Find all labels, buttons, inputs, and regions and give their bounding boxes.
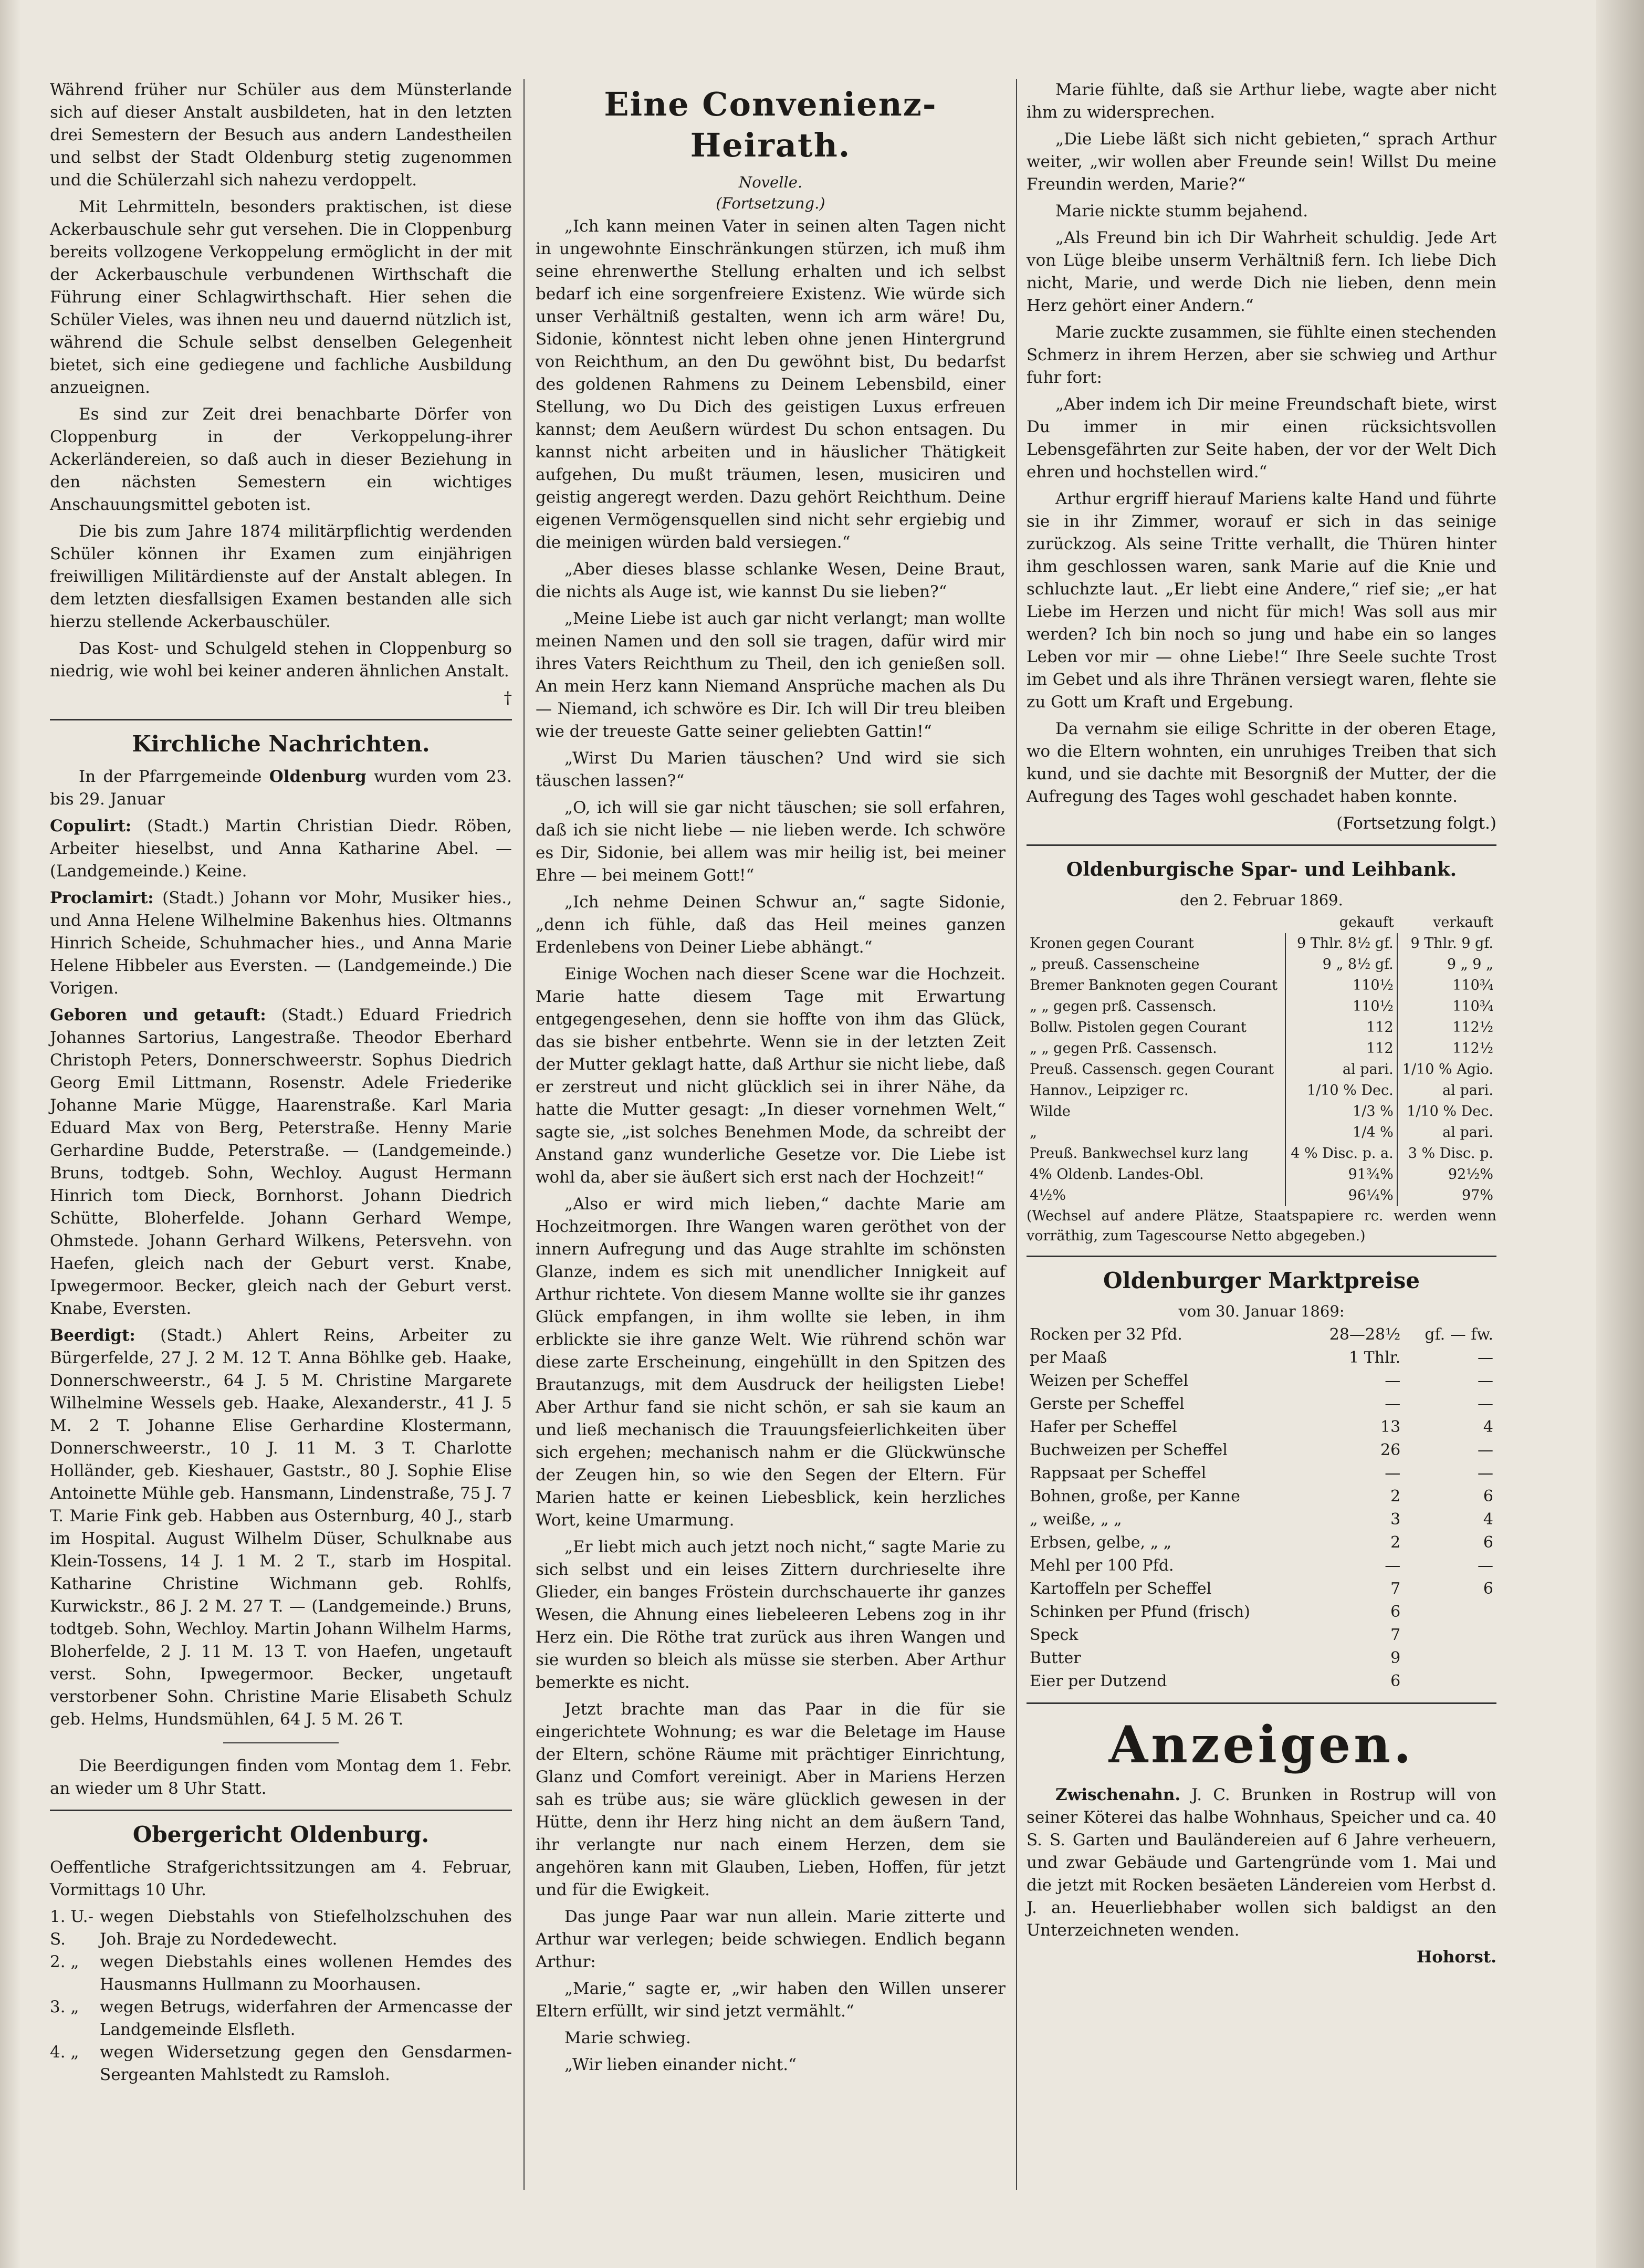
- geboren-text: (Stadt.) Eduard Friedrich Johannes Sartorius, Langestraße. Theodor Eberhard Christoph Peters, Donnerschweerstr. Sophus Diedrich Georg Emil Littmann, Rosenstr. Adele Friederike Johanne Marie Mügge, Haarenstraße. Karl Maria Eduard Max von Berg, Peterstraße. Henny Marie Gerhardine Budde, Peterstraße. — (Landgemeinde.) Bruns, todtgeb. Sohn, Wechloy. August Hermann Hinrich tom Dieck, Bornhorst. Johann Diedrich Schütte, Bloherfelde. Johann Gerhard Wempe, Ohmstede. Johann Gerhard Wilkens, Petersvehn. von Haefen, gleich nach der Geburt verst. Knabe, Ipwegermoor. Becker, gleich nach der Geburt verst. Knabe, Eversten.: [50, 1006, 512, 1318]
- novella-paragraph: Da vernahm sie eilige Schritte in der oberen Etage, wo die Eltern wohnten, ein unruhiges Treiben that sich kund, und sie dachte mit Besorgniß der Mutter, der die Aufregung des Tages wohl geschadet haben konnte.: [1027, 719, 1496, 806]
- market-item: Butter: [1030, 1649, 1081, 1667]
- market-row: [1027, 1531, 1496, 1554]
- market-price-a: —: [1385, 1395, 1401, 1413]
- bank-label: Hannov., Leipziger rc.: [1030, 1082, 1189, 1099]
- copulirt-text: (Stadt.) Martin Christian Diedr. Röben, Arbeiter hieselbst, und Anna Katharine Abel. — (Landgemeinde.) Keine.: [50, 817, 512, 881]
- market-item: Schinken per Pfund (frisch): [1030, 1603, 1250, 1621]
- bank-sell: 110¾: [1397, 996, 1496, 1017]
- bank-row: [1027, 1185, 1496, 1206]
- bank-col-sell: verkauft: [1433, 914, 1493, 931]
- novella-paragraph: „Die Liebe läßt sich nicht gebieten,“ sprach Arthur weiter, „wir wollen aber Freunde sein! Willst Du meine Freundin werden, Marie?“: [1027, 130, 1496, 194]
- bank-col-buy: gekauft: [1339, 914, 1394, 931]
- bank-buy: 9 Thlr. 8½ gf.: [1285, 933, 1397, 954]
- market-row: [1027, 1577, 1496, 1601]
- bank-header-row: [1027, 912, 1496, 933]
- ad-text: J. C. Brunken in Rostrup will von seiner Köterei das halbe Wohnhaus, Speicher und ca. 40 S. S. Garten und Bauländereien auf 6 Jahre verheuern, und zwar Gebäude und Gartengründe vom 1. Mai und die jetzt mit Rocken besäeten Ländereien vom Herbst d. J. an. Heuerliebhaber wollen sich baldigst an den Unterzeichneten wenden.: [1027, 1785, 1496, 1940]
- market-price-a: —: [1385, 1556, 1401, 1575]
- novella-paragraph: „O, ich will sie gar nicht täuschen; sie soll erfahren, daß ich sie nicht liebe — nie lieben werde. Ich schwöre es Dir, Sidonie, bei allem was mir heilig ist, bei meiner Ehre — bei meinem Gott!“: [536, 798, 1006, 885]
- bank-buy: 91¾%: [1285, 1164, 1397, 1185]
- market-price-b: [1404, 1647, 1496, 1670]
- bank-label: 4½%: [1030, 1187, 1066, 1204]
- bank-buy: 110½: [1285, 996, 1397, 1017]
- bank-sell: 110¾: [1397, 975, 1496, 996]
- bank-row: [1027, 996, 1496, 1017]
- court-item-text: wegen Betrugs, widerfahren der Armencasse der Landgemeinde Elsfleth.: [100, 1998, 512, 2039]
- proclamirt-entry: [50, 887, 512, 1000]
- beerdigt-label: Beerdigt:: [50, 1326, 135, 1345]
- bank-buy: 96¼%: [1285, 1185, 1397, 1206]
- market-item: Weizen per Scheffel: [1030, 1372, 1189, 1390]
- market-heading: Oldenburger Marktpreise: [1103, 1268, 1420, 1293]
- market-price-b: —: [1478, 1349, 1493, 1367]
- school-paragraph: Die bis zum Jahre 1874 militärpflichtig werdenden Schüler können ihr Examen zum einjährigen freiwilligen Militärdienste auf der Anstalt ablegen. In dem letzten diesfallsigen Examen bestanden alle sich hierzu stellende Ackerbauschüler.: [50, 522, 512, 631]
- market-item: per Maaß: [1030, 1349, 1107, 1367]
- section-rule: [1027, 1256, 1496, 1257]
- church-intro-place: Oldenburg: [269, 767, 367, 786]
- market-price-a: 13: [1380, 1418, 1401, 1436]
- bank-buy: 1/3 %: [1285, 1101, 1397, 1122]
- beerdigt-entry: [50, 1324, 512, 1731]
- court-item-text: wegen Widersetzung gegen den Gensdarmen-Sergeanten Mahlstedt zu Ramsloh.: [100, 2043, 512, 2084]
- market-price-a: 28—28½: [1329, 1325, 1401, 1344]
- market-row: [1027, 1670, 1496, 1693]
- court-item-text: wegen Diebstahls eines wollenen Hemdes des Hausmanns Hullmann zu Moorhausen.: [100, 1952, 512, 1994]
- dagger-mark: †: [504, 688, 512, 707]
- market-price-a: 7: [1390, 1626, 1401, 1644]
- bank-label: Bollw. Pistolen gegen Courant: [1030, 1019, 1247, 1036]
- market-price-a: 7: [1390, 1580, 1401, 1598]
- bank-row: [1027, 975, 1496, 996]
- market-item: Kartoffeln per Scheffel: [1030, 1580, 1212, 1598]
- bank-sell: 97%: [1397, 1185, 1496, 1206]
- market-date: vom 30. Januar 1869:: [1178, 1302, 1345, 1320]
- bank-rates-table: [1027, 912, 1496, 1206]
- market-price-a: —: [1385, 1372, 1401, 1390]
- market-row: [1027, 1508, 1496, 1531]
- bank-row: [1027, 1122, 1496, 1143]
- novella-paragraph: „Marie,“ sagte er, „wir haben den Willen unserer Eltern erfüllt, wir sind jetzt vermählt.“: [536, 1979, 1006, 2021]
- market-item: „ weiße, „ „: [1030, 1510, 1122, 1529]
- bank-sell: 1/10 % Agio.: [1397, 1059, 1496, 1080]
- church-intro-pre: In der Pfarrgemeinde: [79, 767, 262, 786]
- bank-row: [1027, 954, 1496, 975]
- copulirt-label: Copulirt:: [50, 817, 132, 835]
- market-price-b: —: [1478, 1556, 1493, 1575]
- bank-buy: 4 % Disc. p. a.: [1285, 1143, 1397, 1164]
- market-item: Gerste per Scheffel: [1030, 1395, 1185, 1413]
- bank-label: „ preuß. Cassenscheine: [1030, 956, 1200, 973]
- market-price-a: 2: [1390, 1533, 1401, 1552]
- section-rule: [50, 1810, 512, 1811]
- market-item: Speck: [1030, 1626, 1078, 1644]
- church-news-heading: Kirchliche Nachrichten.: [132, 731, 430, 757]
- novella-paragraph: „Als Freund bin ich Dir Wahrheit schuldig. Jede Art von Lüge bleibe unserm Verhältniß fern. Ich liebe Dich nicht, Marie, und werde Dich nie lieben, denn mein Herz gehört einer Andern.“: [1027, 228, 1496, 315]
- market-item: Rappsaat per Scheffel: [1030, 1464, 1207, 1482]
- bank-label: Wilde: [1030, 1103, 1071, 1120]
- novella-paragraph: „Ich nehme Deinen Schwur an,“ sagte Sidonie, „denn ich fühle, daß das Heil meines ganzen Erdenlebens von Deiner Liebe abhängt.“: [536, 893, 1006, 957]
- market-row: [1027, 1416, 1496, 1439]
- market-price-b: 6: [1483, 1580, 1493, 1598]
- market-price-b: gf. — fw.: [1425, 1325, 1493, 1344]
- bank-sell: 92½%: [1397, 1164, 1496, 1185]
- ads-heading: Anzeigen.: [1108, 1715, 1415, 1774]
- bank-row: [1027, 1143, 1496, 1164]
- bank-buy: 112: [1285, 1038, 1397, 1059]
- burial-note: Die Beerdigungen finden vom Montag dem 1. Febr. an wieder um 8 Uhr Statt.: [50, 1757, 512, 1798]
- market-price-b: —: [1478, 1395, 1493, 1413]
- market-row: [1027, 1485, 1496, 1508]
- bank-row: [1027, 1080, 1496, 1101]
- bank-date: den 2. Februar 1869.: [1180, 891, 1343, 909]
- market-price-a: 26: [1380, 1441, 1401, 1459]
- bank-label: 4% Oldenb. Landes-Obl.: [1030, 1166, 1204, 1183]
- ad-paragraph: [1027, 1784, 1496, 1942]
- column-divider-1: [523, 79, 525, 2190]
- court-heading: Obergericht Oldenburg.: [132, 1822, 430, 1847]
- market-row: [1027, 1647, 1496, 1670]
- novella-paragraph: „Aber indem ich Dir meine Freundschaft biete, wirst Du immer in mir einen rücksichtsvollen Lebensgefährten zur Seite haben, der vor der Welt Dich ehren und hochstellen wird.“: [1027, 395, 1496, 482]
- school-paragraph: Das Kost- und Schulgeld stehen in Cloppenburg so niedrig, wie wohl bei keiner anderen ähnlichen Anstalt.: [50, 639, 512, 681]
- market-price-b: —: [1478, 1372, 1493, 1390]
- page-right-edge: [1596, 0, 1644, 2268]
- novella-paragraph: Das junge Paar war nun allein. Marie zitterte und Arthur war verlegen; beide schwiegen. Endlich begann Arthur:: [536, 1907, 1006, 1971]
- market-price-b: [1404, 1601, 1496, 1624]
- market-price-a: 1 Thlr.: [1349, 1349, 1401, 1367]
- bank-sell: al pari.: [1397, 1122, 1496, 1143]
- market-price-a: 6: [1390, 1603, 1401, 1621]
- market-row: [1027, 1323, 1496, 1346]
- market-price-b: 4: [1483, 1418, 1493, 1436]
- bank-buy: 112: [1285, 1017, 1397, 1038]
- column-middle: [536, 79, 1006, 2081]
- bank-label: „ „ gegen Prß. Cassensch.: [1030, 1040, 1217, 1057]
- bank-label: „ „ gegen prß. Cassensch.: [1030, 998, 1217, 1015]
- copulirt-entry: [50, 815, 512, 883]
- section-rule: [50, 719, 512, 720]
- church-intro: [50, 766, 512, 811]
- church-intro-post: wurden vom 23. bis 29. Januar: [50, 767, 512, 809]
- school-paragraph: Mit Lehrmitteln, besonders praktischen, ist diese Ackerbauschule sehr gut versehen. Die in Cloppenburg bereits vollzogene Verkoppelung ermöglicht in der mit der Ackerbauschule verbundenen Wirthschaft die Führung einer Schlagwirthschaft. Hier sehen die Schüler Vieles, was ihnen neu und dauernd nützlich ist, während die Schule selbst denselben Gelegenheit bietet, sich eine gediegene und fachliche Ausbildung anzueignen.: [50, 197, 512, 397]
- market-row: [1027, 1393, 1496, 1416]
- bank-sell: 3 % Disc. p.: [1397, 1143, 1496, 1164]
- market-row: [1027, 1554, 1496, 1577]
- bank-row: [1027, 1164, 1496, 1185]
- market-price-b: [1404, 1670, 1496, 1693]
- market-row: [1027, 1346, 1496, 1370]
- market-item: Mehl per 100 Pfd.: [1030, 1556, 1174, 1575]
- court-item: [50, 1996, 512, 2041]
- novella-genre: Novelle.: [738, 173, 803, 191]
- novella-paragraph: „Aber dieses blasse schlanke Wesen, Deine Braut, die nichts als Auge ist, wie kannst Du sie lieben?“: [536, 560, 1006, 601]
- section-rule: [1027, 844, 1496, 846]
- market-row: [1027, 1439, 1496, 1462]
- market-row: [1027, 1370, 1496, 1393]
- bank-heading: Oldenburgische Spar- und Leihbank.: [1066, 859, 1457, 881]
- column-right: [1027, 79, 1496, 1973]
- ad-signature: Hohorst.: [1416, 1948, 1496, 1967]
- geboren-entry: [50, 1004, 512, 1320]
- market-price-a: 6: [1390, 1672, 1401, 1690]
- novella-paragraph: „Wir lieben einander nicht.“: [564, 2055, 797, 2074]
- market-item: Rocken per 32 Pfd.: [1030, 1325, 1182, 1344]
- proclamirt-text: (Stadt.) Johann vor Mohr, Musiker hies., und Anna Helene Wilhelmine Bakenhus hies. Oltmanns Hinrich Scheide, Schuhmacher hies., und Anna Marie Helene Hibbeler aus Eversten. — (Landgemeinde.) Die Vorigen.: [50, 889, 512, 998]
- bank-label: Bremer Banknoten gegen Courant: [1030, 977, 1277, 994]
- court-item-text: wegen Diebstahls von Stiefelholzschuhen des Joh. Braje zu Nordedewecht.: [100, 1907, 512, 1949]
- novella-paragraph: Arthur ergriff hierauf Mariens kalte Hand und führte sie in ihr Zimmer, worauf er sich in das seinige zurückzog. Als seine Tritte verhallt, die Thüren hinter ihm geschlossen waren, sank Marie auf die Knie und schluchzte laut. „Er liebt eine Andere,“ rief sie; „er hat Liebe im Herzen und nicht für mich! Was soll aus mir werden? Ich bin noch so jung und habe ein so langes Leben vor mir — ohne Liebe!“ Ihre Seele suchte Trost im Gebet und als ihre Thränen versiegt waren, flehte sie zu Gott um Kraft und Ergebung.: [1027, 489, 1496, 712]
- market-price-b: —: [1478, 1464, 1493, 1482]
- section-rule: [1027, 1702, 1496, 1704]
- market-price-b: 4: [1483, 1510, 1493, 1529]
- court-item: [50, 2041, 512, 2086]
- market-price-a: 2: [1390, 1487, 1401, 1506]
- novella-paragraph: „Also er wird mich lieben,“ dachte Marie am Hochzeitmorgen. Ihre Wangen waren geröthet von der innern Aufregung und das Auge strahlte im schönsten Glanze, indem es sich mit unendlicher Innigkeit auf Arthur richtete. Von diesem Manne wollte sie ihr ganzes Glück empfangen, in ihm wollte sie leben, in ihm erblickte sie ihre ganze Welt. Wie rührend schön war diese zarte Erscheinung, eingehüllt in den Spitzen des Brautanzugs, mit dem Ausdruck der heiligsten Liebe! Aber Arthur fand sie nicht schön, er sah sie kaum an und ließ mechanisch die Trauungsfeierlichkeiten über sich ergehen; mechanisch nahm er die Glückwünsche der Zeugen hin, so wie den Segen der Eltern. Für Marien hatte er keinen Liebesblick, kein herzliches Wort, keine Umarmung.: [536, 1195, 1006, 1530]
- bank-note: (Wechsel auf andere Plätze, Staatspapiere rc. werden wenn vorräthig, zum Tagescourse Netto abgegeben.): [1027, 1208, 1496, 1244]
- novella-paragraph: Einige Wochen nach dieser Scene war die Hochzeit. Marie hatte diesem Tage mit Erwartung entgegengesehen, denn sie hoffte von ihm das Glück, das sie bisher entbehrte. Wenn sie in der letzten Zeit der Mutter geklagt hatte, daß Arthur sie nicht liebe, daß er zerstreut und nicht glücklich sei in ihrer Nähe, da hatte die Mutter gesagt: „In dieser vornehmen Welt,“ sagte sie, „ist solches Benehmen Mode, da schreibt der Anstand ganz wunderliche Gesetze vor. Die Liebe ist wohl da, aber sie äußert sich erst nach der Hochzeit!“: [536, 965, 1006, 1187]
- market-price-a: 9: [1390, 1649, 1401, 1667]
- market-price-a: —: [1385, 1464, 1401, 1482]
- to-be-continued: (Fortsetzung folgt.): [1336, 814, 1496, 833]
- court-item: [50, 1951, 512, 1996]
- bank-sell: 9 „ 9 „: [1397, 954, 1496, 975]
- court-item: [50, 1906, 512, 1951]
- column-divider-2: [1016, 79, 1017, 2190]
- market-prices-table: [1027, 1323, 1496, 1693]
- market-price-b: 6: [1483, 1487, 1493, 1506]
- market-item: Hafer per Scheffel: [1030, 1418, 1177, 1436]
- market-price-b: 6: [1483, 1533, 1493, 1552]
- bank-row: [1027, 1017, 1496, 1038]
- school-paragraph: Während früher nur Schüler aus dem Münsterlande sich auf dieser Anstalt ausbildeten, hat in den letzten drei Semestern der Besuch aus andern Landestheilen und selbst der Stadt Oldenburg stetig zugenommen und die Schülerzahl sich nahezu verdoppelt.: [50, 80, 512, 190]
- court-item-number: 4. „: [50, 2043, 79, 2062]
- short-rule: [223, 1742, 339, 1743]
- novella-paragraph: Marie nickte stumm bejahend.: [1055, 202, 1308, 221]
- bank-buy: 1/10 % Dec.: [1285, 1080, 1397, 1101]
- court-item-number: 1. U.-S.: [50, 1907, 94, 1949]
- court-intro: Oeffentliche Strafgerichtssitzungen am 4. Februar, Vormittags 10 Uhr.: [50, 1858, 512, 1899]
- geboren-label: Geboren und getauft:: [50, 1006, 266, 1025]
- bank-label: Preuß. Cassensch. gegen Courant: [1030, 1061, 1274, 1078]
- novella-paragraph: Marie zuckte zusammen, sie fühlte einen stechenden Schmerz in ihrem Herzen, aber sie schwieg und Arthur fuhr fort:: [1027, 323, 1496, 387]
- market-price-a: 3: [1390, 1510, 1401, 1529]
- novella-paragraph: „Wirst Du Marien täuschen? Und wird sie sich täuschen lassen?“: [536, 749, 1006, 790]
- column-left: [50, 79, 512, 2088]
- bank-buy: 9 „ 8½ gf.: [1285, 954, 1397, 975]
- court-item-number: 3. „: [50, 1998, 79, 2016]
- novella-continuation: (Fortsetzung.): [716, 194, 825, 212]
- novella-paragraph: Marie fühlte, daß sie Arthur liebe, wagte aber nicht ihm zu widersprechen.: [1027, 80, 1496, 122]
- court-list: [50, 1906, 512, 2086]
- bank-sell: 1/10 % Dec.: [1397, 1101, 1496, 1122]
- bank-label: Kronen gegen Courant: [1030, 935, 1194, 952]
- court-item-number: 2. „: [50, 1952, 79, 1971]
- market-row: [1027, 1462, 1496, 1485]
- market-item: Bohnen, große, per Kanne: [1030, 1487, 1240, 1506]
- bank-sell: 112½: [1397, 1038, 1496, 1059]
- bank-label: Preuß. Bankwechsel kurz lang: [1030, 1145, 1249, 1162]
- bank-row: [1027, 1059, 1496, 1080]
- market-row: [1027, 1624, 1496, 1647]
- ad-place: Zwischenahn.: [1055, 1785, 1181, 1804]
- market-price-b: —: [1478, 1441, 1493, 1459]
- proclamirt-label: Proclamirt:: [50, 889, 154, 907]
- novella-paragraph: „Ich kann meinen Vater in seinen alten Tagen nicht in ungewohnte Einschränkungen stürzen, ich muß ihm seine ehrenwerthe Stellung erhalten und ich selbst bedarf ich eine sorgenfreiere Existenz. Wie würde sich unser Verhältniß gestalten, wenn ich arm wäre! Du, Sidonie, könntest nicht leben ohne jenen Hintergrund von Reichthum, an den Du gewöhnt bist, Du bedarfst des goldenen Rahmens zu Deinem Lebensbild, einer Stellung, wo Du Dich des geistigen Luxus erfreuen kannst; dem Aeußern würdest Du schon entsagen. Du kannst nicht arbeiten und in häuslicher Thätigkeit aufgehen, Du mußt träumen, lesen, musiciren und geistig angeregt werden. Dazu gehört Reichthum. Deine eigenen Vermögensquellen sind nicht sehr ergiebig und die meinigen würden bald versiegen.“: [536, 217, 1006, 552]
- page-left-shadow: [0, 0, 21, 2268]
- bank-buy: al pari.: [1285, 1059, 1397, 1080]
- bank-row: [1027, 1038, 1496, 1059]
- market-item: Buchweizen per Scheffel: [1030, 1441, 1228, 1459]
- market-row: [1027, 1601, 1496, 1624]
- bank-sell: 9 Thlr. 9 gf.: [1397, 933, 1496, 954]
- bank-sell: al pari.: [1397, 1080, 1496, 1101]
- school-paragraph: Es sind zur Zeit drei benachbarte Dörfer von Cloppenburg in der Verkoppelung-ihrer Ackerländereien, so daß auch in dieser Beziehung in den nächsten Semestern ein wichtiges Anschauungsmittel geboten ist.: [50, 405, 512, 514]
- novella-paragraph: „Meine Liebe ist auch gar nicht verlangt; man wollte meinen Namen und den soll sie tragen, dafür wird mir ihres Vaters Reichthum zu Theil, den ich genießen soll. An mein Herz kann Niemand Ansprüche machen als Du — Niemand, ich schwöre es Dir. Ich will Dir treu bleiben wie der treueste Gatte seiner geliebten Gattin!“: [536, 609, 1006, 741]
- bank-buy: 110½: [1285, 975, 1397, 996]
- novella-paragraph: Jetzt brachte man das Paar in die für sie eingerichtete Wohnung; es war die Beletage im Hause der Eltern, schöne Räume mit prächtiger Einrichtung, Glanz und Comfort vereinigt. Aber in Mariens Herzen sah es trübe aus; sie wäre glücklich gewesen in der Hütte, denn ihr Herz hing nicht an dem äußern Tand, ihr verlangte nur nach einem Herzen, dem sie angehören kann mit Glauben, Lieben, Hoffen, für jetzt und für die Ewigkeit.: [536, 1700, 1006, 1899]
- market-price-b: [1404, 1624, 1496, 1647]
- novella-title: Eine Convenienz-Heirath.: [604, 85, 937, 164]
- market-item: Erbsen, gelbe, „ „: [1030, 1533, 1172, 1552]
- bank-row: [1027, 1101, 1496, 1122]
- beerdigt-text: (Stadt.) Ahlert Reins, Arbeiter zu Bürgerfelde, 27 J. 2 M. 12 T. Anna Böhlke geb. Haake, Donnerschweerstr., 64 J. 5 M. Christine Margarete Wilhelmine Wessels geb. Haake, Alexanderstr., 41 J. 5 M. 2 T. Johanne Elise Gerhardine Klostermann, Donnerschweerstr., 10 J. 11 M. 3 T. Charlotte Holländer, geb. Kieshauer, Gaststr., 80 J. Sophie Elise Antoinette Mühle geb. Hansmann, Lindenstraße, 75 J. 7 T. Marie Fink geb. Habben aus Osternburg, 40 J., starb im Hospital. August Wilhelm Düser, Schulknabe aus Klein-Tossens, 14 J. 1 M. 2 T., starb im Hospital. Katharine Christine Wichmann geb. Rohlfs, Kurwickstr., 86 J. 2 M. 27 T. — (Landgemeinde.) Bruns, todtgeb. Sohn, Wechloy. Martin Johann Wilhelm Harms, Bloherfelde, 2 J. 11 M. 13 T. von Haefen, ungetauft verst. Sohn, Ipwegermoor. Becker, ungetauft verstorbener Sohn. Christine Marie Elisabeth Schulz geb. Helms, Hundsmühlen, 64 J. 5 M. 26 T.: [50, 1326, 512, 1729]
- market-item: Eier per Dutzend: [1030, 1672, 1167, 1690]
- bank-label: „: [1030, 1124, 1037, 1141]
- bank-row: [1027, 933, 1496, 954]
- bank-sell: 112½: [1397, 1017, 1496, 1038]
- bank-buy: 1/4 %: [1285, 1122, 1397, 1143]
- novella-paragraph: „Er liebt mich auch jetzt noch nicht,“ sagte Marie zu sich selbst und ein leises Zittern durchrieselte ihre Glieder, ein banges Fröstein durchschauerte ihr ganzes Wesen, die Ahnung eines liebeleeren Lebens zog in ihr Herz ein. Die Röthe trat zurück aus ihren Wangen und sie wurden so bleich als müsse sie sterben. Aber Arthur bemerkte es nicht.: [536, 1538, 1006, 1692]
- novella-paragraph: Marie schwieg.: [564, 2029, 691, 2047]
